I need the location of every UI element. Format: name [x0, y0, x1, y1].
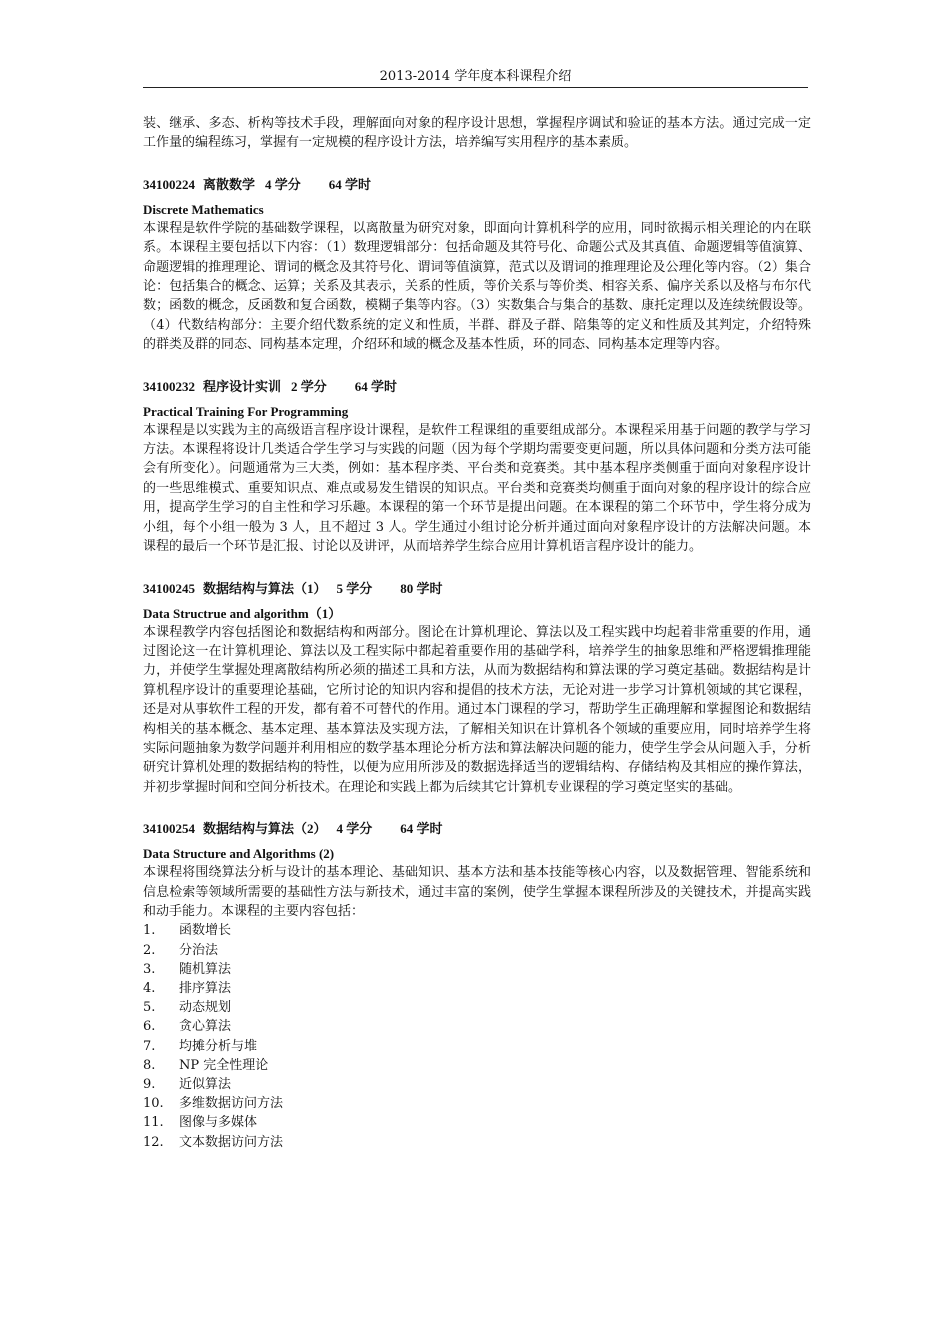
course-description: 本课程是以实践为主的高级语言程序设计课程，是软件工程课组的重要组成部分。本课程采用基于问题的教学与学习方法。本课程将设计几类适合学生学习与实践的问题（因为每个学期均需要变更问题，所以具体问题和分类方法可能会有所变化）。问题通常为三大类，例如：基本程序类、平台类和竞赛类。其中基本程序类侧重于面向对象程序设计的一些思维模式、重要知识点、难点或易发生错误的知识点。平台类和竞赛类均侧重于面向对象的程序设计的综合应用，提高学生学习的自主性和学习乐趣。本课程的第一个环节是提出问题。在本课程的第二个环节中，学生将分成为小组，每个小组一般为 3 人，且不超过 3 人。学生通过小组讨论分析并通过面向对象程序设计的方法解决问题。本课程的最后一个环节是汇报、讨论以及讲评，从而培养学生综合应用计算机语言程序设计的能力。	[143, 422, 811, 555]
list-item-text: NP 完全性理论	[179, 1057, 269, 1073]
list-item	[143, 1075, 811, 1094]
list-item	[143, 941, 811, 960]
list-item-text: 多维数据访问方法	[179, 1096, 284, 1112]
course-title: 数据结构与算法（1）	[203, 580, 327, 596]
list-item-number: 8.	[143, 1057, 156, 1073]
list-item	[143, 998, 811, 1017]
course-hours: 80 学时	[400, 580, 443, 596]
course-hours: 64 学时	[328, 176, 372, 192]
course-heading	[143, 175, 811, 194]
list-item	[143, 1037, 811, 1056]
page-header: 2013-2014 学年度本科课程介绍	[379, 69, 572, 84]
course-description: 本课程将围绕算法分析与设计的基本理论、基础知识、基本方法和基本技能等核心内容，以及数据管理、智能系统和信息检索等领域所需要的基础性方法与新技术，通过丰富的案例，使学生掌握本课程所涉及的关键技术，并提高实践和动手能力。本课程的主要内容包括：	[143, 865, 811, 919]
list-item-number: 1.	[143, 923, 156, 939]
list-item-text: 随机算法	[179, 961, 232, 977]
course-description: 本课程是软件学院的基础数学课程，以离散量为研究对象，即面向计算机科学的应用，同时欲揭示相关理论的内在联系。本课程主要包括以下内容：（1）数理逻辑部分：包括命题及其符号化、命题公式及其真值、命题逻辑等值演算、命题逻辑的推理理论、谓词的概念及其符号化、谓词等值演算，范式以及谓词的推理理论及公理化等内容。（2）集合论：包括集合的概念、运算；关系及其表示，关系的性质，等价关系与等价类、相容关系、偏序关系以及格与布尔代数；函数的概念，反函数和复合函数，模糊子集等内容。（3）实数集合与集合的基数、康托定理以及连续统假设等。（4）代数结构部分：主要介绍代数系统的定义和性质，半群、群及子群、陪集等的定义和性质及其判定，介绍特殊的群类及群的同态、同构基本定理，介绍环和域的概念及基本性质，环的同态、同构基本定理等内容。	[143, 220, 811, 353]
list-item	[143, 1133, 811, 1152]
course-code: 34100232	[143, 378, 195, 394]
list-item-text: 贪心算法	[179, 1019, 232, 1035]
list-item-text: 近似算法	[179, 1077, 232, 1092]
course-title: 数据结构与算法（2）	[203, 821, 327, 837]
document-body	[143, 114, 811, 1174]
list-item	[143, 979, 811, 998]
list-item-number: 12.	[143, 1134, 164, 1150]
list-item-number: 4.	[143, 980, 156, 996]
course-description: 本课程教学内容包括图论和数据结构和两部分。图论在计算机理论、算法以及工程实践中均起着非常重要的作用，通过图论这一在计算机理论、算法以及工程实际中都起着重要作用的基础学科，培养学生的抽象思维和严格逻辑推理能力，并使学生掌握处理离散结构所必须的描述工具和方法，从而为数据结构和算法课的学习奠定基础。数据结构是计算机程序设计的重要理论基础，它所讨论的知识内容和提倡的技术方法，无论对进一步学习计算机领域的其它课程，还是对从事软件工程的开发，都有着不可替代的作用。通过本门课程的学习，帮助学生正确理解和掌握图论和数据结构相关的基本概念、基本定理、基本算法及实现方法，了解相关知识在计算机各个领域的重要应用，同时培养学生将实际问题抽象为数学问题并利用相应的数学基本理论分析方法和算法解决问题的能力，使学生学会从问题入手，分析研究计算机处理的数据结构的特性，以便为应用所涉及的数据选择适当的逻辑结构、存储结构及其相应的操作算法，并初步掌握时间和空间分析技术。在理论和实践上都为后续其它计算机专业课程的学习奠定坚实的基础。	[143, 624, 811, 795]
course-data-structures-1	[143, 579, 811, 798]
intro-paragraph: 装、继承、多态、析构等技术手段，理解面向对象的程序设计思想，掌握程序调试和验证的基本方法。通过完成一定工作量的编程练习，掌握有一定规模的程序设计方法，培养编写实用程序的基本素质。	[143, 116, 811, 151]
list-item-text: 排序算法	[179, 980, 232, 996]
course-hours: 64 学时	[400, 821, 443, 837]
list-item-number: 6.	[143, 1019, 156, 1035]
list-item	[143, 1094, 811, 1113]
list-item	[143, 1113, 811, 1132]
list-item-number: 11.	[143, 1115, 164, 1131]
list-item-number: 2.	[143, 942, 156, 958]
course-heading	[143, 819, 811, 838]
list-item	[143, 1017, 811, 1036]
list-item-number: 7.	[143, 1038, 156, 1054]
course-english-title: Data Structrue and algorithm（1）	[143, 605, 342, 621]
header-rule	[143, 87, 808, 88]
list-item-text: 动态规划	[179, 1000, 232, 1016]
course-title: 离散数学	[203, 176, 256, 192]
course-discrete-mathematics	[143, 175, 811, 355]
list-item-number: 5.	[143, 1000, 156, 1016]
topic-list	[143, 921, 811, 1151]
course-english-title: Data Structure and Algorithms (2)	[143, 846, 335, 862]
list-item-number: 9.	[143, 1077, 156, 1092]
list-item	[143, 921, 811, 940]
course-heading	[143, 579, 811, 598]
course-code: 34100254	[143, 821, 195, 837]
course-code: 34100245	[143, 580, 195, 596]
list-item-text: 图像与多媒体	[179, 1115, 258, 1131]
course-data-structures-2	[143, 819, 811, 1152]
course-title: 程序设计实训	[203, 378, 282, 394]
course-code: 34100224	[143, 176, 195, 192]
course-credits: 5 学分	[336, 580, 373, 596]
list-item-text: 均摊分析与堆	[179, 1038, 258, 1054]
course-credits: 4 学分	[265, 176, 301, 192]
list-item-text: 函数增长	[179, 923, 232, 939]
list-item	[143, 960, 811, 979]
list-item	[143, 1056, 811, 1075]
list-item-text: 分治法	[179, 942, 219, 958]
course-credits: 4 学分	[336, 821, 373, 837]
course-credits: 2 学分	[291, 378, 327, 394]
course-hours: 64 学时	[354, 378, 398, 394]
course-heading	[143, 377, 811, 396]
list-item-text: 文本数据访问方法	[179, 1134, 284, 1150]
course-practical-training	[143, 377, 811, 557]
list-item-number: 3.	[143, 961, 156, 977]
course-english-title: Practical Training For Programming	[143, 403, 349, 419]
course-english-title: Discrete Mathematics	[143, 201, 264, 217]
list-item-number: 10.	[143, 1096, 164, 1112]
